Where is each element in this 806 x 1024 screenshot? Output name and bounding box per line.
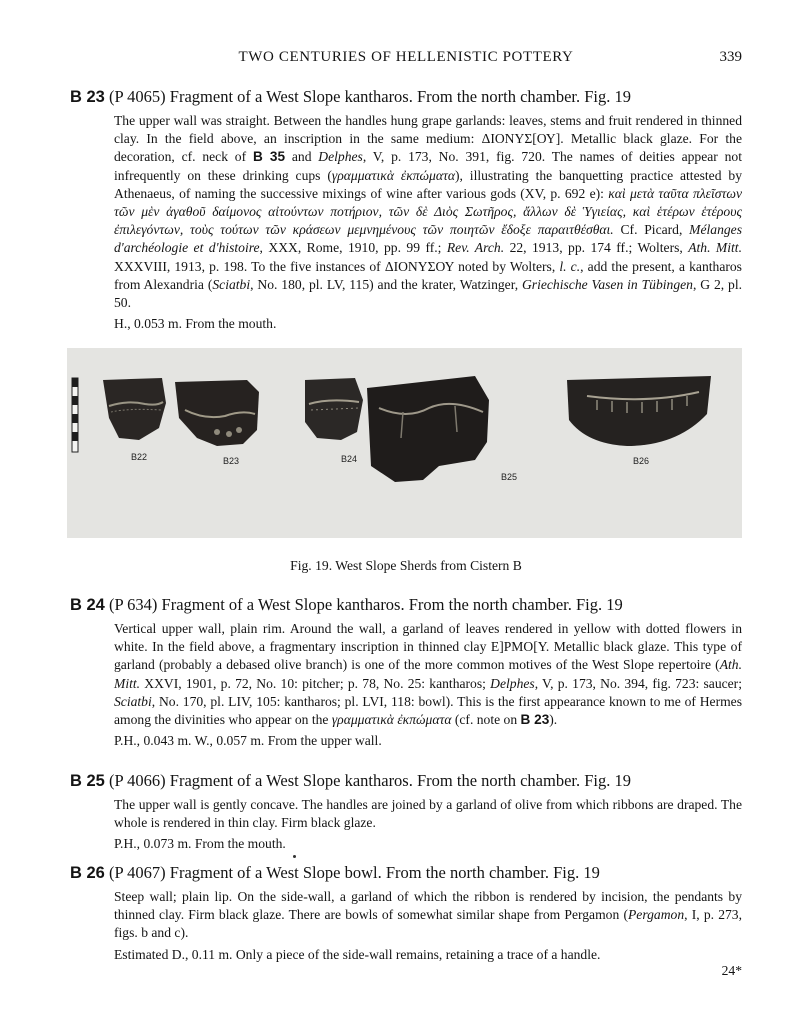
entry-heading	[70, 770, 742, 792]
entry-heading	[70, 86, 742, 108]
entry-measurements: Estimated D., 0.11 m. Only a piece of the side-wall remains, retaining a trace of a handle.	[114, 946, 601, 962]
figure-caption: Fig. 19. West Slope Sherds from Cistern B	[290, 558, 522, 573]
catalogue-entry-b25	[70, 770, 742, 854]
signature-mark: 24*	[721, 963, 742, 978]
sherd-label-b25: B25	[501, 472, 518, 482]
entry-heading	[70, 594, 742, 616]
entry-id: B 26	[70, 864, 105, 882]
sherd-label-b26: B26	[633, 456, 650, 466]
sherd-b23	[175, 380, 259, 446]
ink-dot	[293, 855, 296, 858]
entry-title: (P 4066) Fragment of a West Slope kantharos. From the north chamber. Fig. 19	[104, 771, 631, 790]
entry-title: (P 4067) Fragment of a West Slope bowl. From the north chamber. Fig. 19	[104, 863, 600, 882]
entry-description: The upper wall was straight. Between the handles hung grape garlands: leaves, stems and fruit rendered in thinned clay. In the field above, an inscription in the same medium: ΔΙΟΝΥΣ[ΟΥ]. Metallic black glaze. For the decoration, cf. neck of B 35 and Delphes, V, p. 173, No. 391, fig. 720. The names of deities appear not infrequently on these drinking cups (γραμματικὰ ἐκπώματα), illustrating the banquetting practice attested by Athenaeus, of naming the successive mixings of wine after various gods (XV, p. 692 e): καὶ μετὰ ταῦτα πλεῖστων τῶν μὲν ἀγαθοῦ δαίμονος αἰτούντων ποτήριον, τῶν δὲ Διὸς Σωτῆρος, ἄλλων δὲ Ὑγιείας, καὶ ἑτέρων ἑτέρους ἐπιλεγόντων, τοὺς τούτων τῶν κράσεων μεμνημένους τῶν ποιητῶν ἔδοξε παραιτθέσθαι. Cf. Picard, Mélanges d'archéologie et d'histoire, XXX, Rome, 1910, pp. 99 ff.; Rev. Arch. 22, 1913, pp. 174 ff.; Wolters, Ath. Mitt. XXXVIII, 1913, p. 198. To the five instances of ΔΙΟΝΥΣΟΥ noted by Wolters, l. c., add the present, a kantharos from Alexandria (Sciatbi, No. 180, pl. LV, 115) and the krater, Watzinger, Griechische Vasen in Tübingen, G 2, pl. 50.	[114, 113, 743, 311]
entry-title: (P 634) Fragment of a West Slope kantharos. From the north chamber. Fig. 19	[104, 595, 623, 614]
entry-description: The upper wall is gently concave. The handles are joined by a garland of olive from which ribbons are draped. The whole is rendered in thin clay. Firm black glaze.	[114, 797, 742, 831]
sherd-b24	[305, 378, 363, 440]
catalogue-entry-b23	[70, 86, 742, 333]
sherd-label-b23: B23	[223, 456, 240, 466]
entry-measurements: P.H., 0.073 m. From the mouth.	[114, 836, 286, 852]
sherd-b26	[567, 376, 711, 446]
entry-id: B 25	[70, 772, 105, 790]
entry-heading	[70, 862, 742, 884]
entry-id: B 24	[70, 596, 105, 614]
entry-id: B 23	[70, 88, 105, 106]
scale-bar	[72, 378, 78, 452]
running-head	[70, 49, 742, 71]
running-title: TWO CENTURIES OF HELLENISTIC POTTERY	[238, 49, 574, 65]
sherd-b22	[103, 378, 166, 440]
entry-measurements: P.H., 0.043 m. W., 0.057 m. From the upper wall.	[114, 733, 382, 749]
entry-measurements: H., 0.053 m. From the mouth.	[114, 316, 277, 332]
figure-photograph	[67, 348, 742, 538]
catalogue-entry-b24	[70, 594, 742, 750]
page-number: 339	[719, 49, 742, 65]
sherd-b25	[367, 376, 489, 482]
entry-title: (P 4065) Fragment of a West Slope kantharos. From the north chamber. Fig. 19	[104, 87, 631, 106]
entry-description: Steep wall; plain lip. On the side-wall, a garland of which the ribbon is rendered by incision, the pendants by thinned clay. Firm black glaze. There are bowls of somewhat similar shape from Pergamon (Pergamon, I, p. 273, figs. b and c).	[114, 889, 742, 941]
catalogue-entry-b26	[70, 862, 742, 964]
sherd-label-b22: B22	[131, 452, 148, 462]
sherd-label-b24: B24	[341, 454, 358, 464]
entry-description: Vertical upper wall, plain rim. Around the wall, a garland of leaves rendered in yellow with dotted flowers in white. In the field above, a fragmentary inscription in thinned clay E]PMO[Υ. Metallic black glaze. This type of garland (probably a debased olive branch) is one of the more common motives of the West Slope repertoire (Ath. Mitt. XXVI, 1901, p. 72, No. 10: pitcher; p. 78, No. 25: kantharos; Delphes, V, p. 173, No. 394, fig. 723: saucer; Sciatbi, No. 170, pl. LIV, 105: kantharos; pl. LVI, 118: bowl). This is the first appearance known to me of Hermes among the divinities who appear on the γραμματικὰ ἐκπώματα (cf. note on B 23).	[114, 621, 742, 728]
